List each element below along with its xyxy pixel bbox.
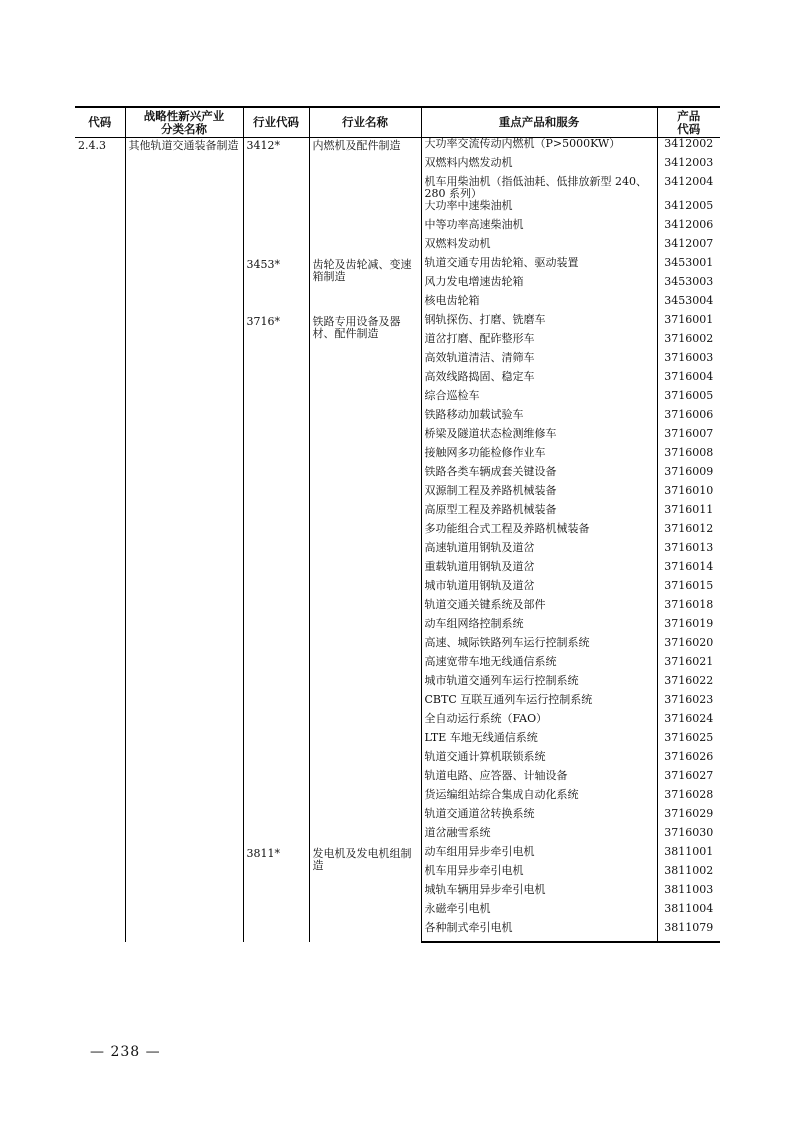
product-code-cell: 3716018 (657, 599, 720, 618)
product-name-cell: 铁路移动加载试验车 (421, 409, 657, 428)
industry-name-cell: 内燃机及配件制造 (309, 138, 421, 258)
product-code-cell: 3716029 (657, 808, 720, 827)
industry-code-cell: 3453* (243, 257, 309, 314)
product-name-cell: 高效轨道清洁、清筛车 (421, 352, 657, 371)
product-code-cell: 3453004 (657, 295, 720, 314)
header-sector-line2: 分类名称 (161, 121, 207, 136)
product-name-cell: 轨道交通计算机联锁系统 (421, 751, 657, 770)
product-code-cell: 3453001 (657, 257, 720, 276)
product-name-cell: 道岔融雪系统 (421, 827, 657, 846)
product-name-cell: 全自动运行系统（FAO） (421, 713, 657, 732)
product-name-cell: 铁路各类车辆成套关键设备 (421, 466, 657, 485)
product-code-cell: 3716003 (657, 352, 720, 371)
product-name-cell: 动车组网络控制系统 (421, 618, 657, 637)
product-code-cell: 3716005 (657, 390, 720, 409)
product-name-cell: 永磁牵引电机 (421, 903, 657, 922)
product-code-cell: 3716004 (657, 371, 720, 390)
product-name-cell: 机车用柴油机（指低油耗、低排放新型 240、280 系列） (421, 176, 657, 200)
industry-product-table (75, 106, 720, 943)
product-code-cell: 3716026 (657, 751, 720, 770)
product-name-cell: 核电齿轮箱 (421, 295, 657, 314)
product-name-cell: LTE 车地无线通信系统 (421, 732, 657, 751)
product-code-cell: 3811001 (657, 846, 720, 865)
product-code-cell: 3811003 (657, 884, 720, 903)
product-code-cell: 3811002 (657, 865, 720, 884)
product-name-cell: 高效线路捣固、稳定车 (421, 371, 657, 390)
header-code: 代码 (75, 107, 125, 138)
product-name-cell: 动车组用异步牵引电机 (421, 846, 657, 865)
product-code-cell: 3716013 (657, 542, 720, 561)
header-industry-code: 行业代码 (243, 107, 309, 138)
product-name-cell: 轨道电路、应答器、计轴设备 (421, 770, 657, 789)
header-sector-line1: 战略性新兴产业 (143, 108, 225, 123)
product-code-cell: 3716015 (657, 580, 720, 599)
product-name-cell: 中等功率高速柴油机 (421, 219, 657, 238)
product-code-cell: 3716002 (657, 333, 720, 352)
product-name-cell: 城轨车辆用异步牵引电机 (421, 884, 657, 903)
product-code-cell: 3716022 (657, 675, 720, 694)
product-code-cell: 3716024 (657, 713, 720, 732)
product-code-cell: 3412006 (657, 219, 720, 238)
header-product-code (657, 107, 720, 138)
table-header-row (75, 107, 720, 138)
product-name-cell: 桥梁及隧道状态检测维修车 (421, 428, 657, 447)
product-code-cell: 3716019 (657, 618, 720, 637)
industry-name-cell: 发电机及发电机组制造 (309, 846, 421, 942)
product-code-cell: 3716021 (657, 656, 720, 675)
header-product-code-line2: 代码 (677, 121, 701, 136)
product-code-cell: 3412007 (657, 238, 720, 257)
product-name-cell: 高速宽带车地无线通信系统 (421, 656, 657, 675)
product-name-cell: 城市轨道交通列车运行控制系统 (421, 675, 657, 694)
product-name-cell: 双燃料内燃发动机 (421, 157, 657, 176)
product-code-cell: 3716010 (657, 485, 720, 504)
product-name-cell: 双燃料发动机 (421, 238, 657, 257)
product-code-cell: 3716014 (657, 561, 720, 580)
product-name-cell: 货运编组站综合集成自动化系统 (421, 789, 657, 808)
product-code-cell: 3716007 (657, 428, 720, 447)
product-code-cell: 3412004 (657, 176, 720, 200)
product-code-cell: 3716027 (657, 770, 720, 789)
product-code-cell: 3716025 (657, 732, 720, 751)
header-product-code-line1: 产品 (677, 108, 701, 123)
product-name-cell: 高原型工程及养路机械装备 (421, 504, 657, 523)
product-name-cell: 轨道交通道岔转换系统 (421, 808, 657, 827)
header-sector-name (125, 107, 243, 138)
industry-code-cell: 3811* (243, 846, 309, 942)
product-code-cell: 3716028 (657, 789, 720, 808)
product-name-cell: CBTC 互联互通列车运行控制系统 (421, 694, 657, 713)
product-code-cell: 3716009 (657, 466, 720, 485)
product-name-cell: 大功率中速柴油机 (421, 200, 657, 219)
industry-code-cell: 3412* (243, 138, 309, 258)
product-code-cell: 3412005 (657, 200, 720, 219)
product-code-cell: 3716020 (657, 637, 720, 656)
product-name-cell: 多功能组合式工程及养路机械装备 (421, 523, 657, 542)
page-number: — 238 — (90, 1044, 161, 1060)
product-name-cell: 城市轨道用钢轨及道岔 (421, 580, 657, 599)
product-name-cell: 双源制工程及养路机械装备 (421, 485, 657, 504)
product-code-cell: 3716001 (657, 314, 720, 333)
header-products: 重点产品和服务 (421, 107, 657, 138)
product-name-cell: 道岔打磨、配砟整形车 (421, 333, 657, 352)
product-code-cell: 3716008 (657, 447, 720, 466)
industry-name-cell: 齿轮及齿轮减、变速箱制造 (309, 257, 421, 314)
product-code-cell: 3811079 (657, 922, 720, 942)
product-name-cell: 高速轨道用钢轨及道岔 (421, 542, 657, 561)
product-name-cell: 大功率交流传动内燃机（P>5000KW） (421, 138, 657, 158)
product-name-cell: 接触网多功能检修作业车 (421, 447, 657, 466)
product-code-cell: 3716011 (657, 504, 720, 523)
industry-code-cell: 3716* (243, 314, 309, 846)
table-row (75, 138, 720, 158)
product-code-cell: 3716006 (657, 409, 720, 428)
category-name-cell: 其他轨道交通装备制造 (125, 138, 243, 943)
product-name-cell: 高速、城际铁路列车运行控制系统 (421, 637, 657, 656)
product-name-cell: 各种制式牵引电机 (421, 922, 657, 942)
product-code-cell: 3453003 (657, 276, 720, 295)
header-industry-name: 行业名称 (309, 107, 421, 138)
product-code-cell: 3811004 (657, 903, 720, 922)
table-body (75, 138, 720, 943)
product-name-cell: 风力发电增速齿轮箱 (421, 276, 657, 295)
industry-name-cell: 铁路专用设备及器材、配件制造 (309, 314, 421, 846)
product-name-cell: 钢轨探伤、打磨、铣磨车 (421, 314, 657, 333)
product-code-cell: 3716030 (657, 827, 720, 846)
category-code-cell: 2.4.3 (78, 139, 106, 152)
product-name-cell: 综合巡检车 (421, 390, 657, 409)
product-code-cell: 3412002 (657, 138, 720, 158)
product-name-cell: 轨道交通专用齿轮箱、驱动装置 (421, 257, 657, 276)
product-code-cell: 3412003 (657, 157, 720, 176)
product-name-cell: 机车用异步牵引电机 (421, 865, 657, 884)
product-name-cell: 轨道交通关键系统及部件 (421, 599, 657, 618)
product-code-cell: 3716012 (657, 523, 720, 542)
product-name-cell: 重载轨道用钢轨及道岔 (421, 561, 657, 580)
product-code-cell: 3716023 (657, 694, 720, 713)
